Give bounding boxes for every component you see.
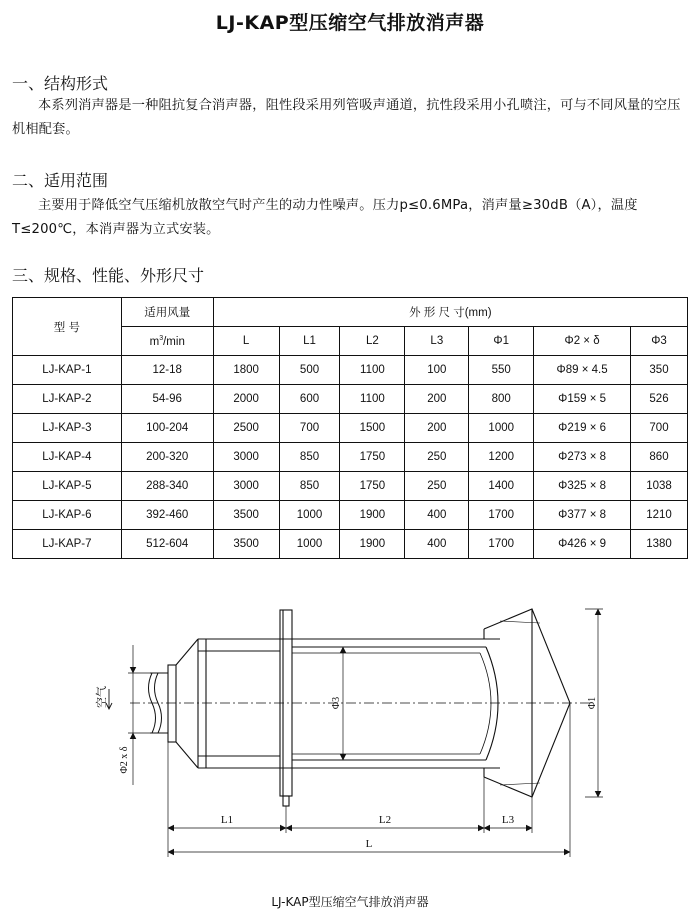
table-cell: 1500 — [340, 414, 405, 443]
table-cell: 1380 — [631, 530, 688, 559]
spec-table — [12, 297, 688, 559]
table-cell: 250 — [405, 472, 469, 501]
table-cell: 54-96 — [121, 385, 213, 414]
table-cell: 1000 — [469, 414, 534, 443]
table-cell: 2000 — [213, 385, 279, 414]
section-2-paragraph: 主要用于降低空气压缩机放散空气时产生的动力性噪声。压力p≤0.6MPa，消声量≥30dB（A），温度T≤200℃，本消声器为立式安装。 — [12, 198, 638, 237]
table-cell: 1100 — [340, 356, 405, 385]
table-cell: LJ-KAP-6 — [13, 501, 122, 530]
section-1-heading: 一、结构形式 — [12, 74, 109, 93]
dim-col-header: L3 — [405, 327, 469, 356]
table-cell: 400 — [405, 530, 469, 559]
table-cell: LJ-KAP-3 — [13, 414, 122, 443]
table-cell: 250 — [405, 443, 469, 472]
dim-col-header: Φ3 — [631, 327, 688, 356]
inlet-cone — [176, 639, 198, 768]
table-cell: 200 — [405, 385, 469, 414]
table-cell: 700 — [279, 414, 340, 443]
table-cell: 600 — [279, 385, 340, 414]
table-cell: 2500 — [213, 414, 279, 443]
table-cell: 800 — [469, 385, 534, 414]
table-cell: Φ159 × 5 — [534, 385, 631, 414]
table-cell: 288-340 — [121, 472, 213, 501]
silencer-drawing — [0, 585, 700, 890]
table-cell: 100 — [405, 356, 469, 385]
table-cell: 1000 — [279, 501, 340, 530]
table-cell: LJ-KAP-7 — [13, 530, 122, 559]
table-cell: 100-204 — [121, 414, 213, 443]
table-row — [13, 356, 688, 385]
table-cell: Φ325 × 8 — [534, 472, 631, 501]
table-cell: 1900 — [340, 501, 405, 530]
table-cell: 1750 — [340, 472, 405, 501]
dim-col-header: L2 — [340, 327, 405, 356]
table-cell: Φ426 × 9 — [534, 530, 631, 559]
l1-label: L1 — [220, 814, 234, 826]
table-cell: 1100 — [340, 385, 405, 414]
section-2-heading: 二、适用范围 — [12, 171, 109, 190]
dims-header: 外 形 尺 寸(mm) — [213, 298, 687, 327]
table-cell: 400 — [405, 501, 469, 530]
air-label: 空气 — [96, 686, 108, 708]
table-cell: 3500 — [213, 501, 279, 530]
table-cell: 1750 — [340, 443, 405, 472]
table-cell: 526 — [631, 385, 688, 414]
l-label: L — [365, 838, 373, 850]
dim-col-header: Φ2 × δ — [534, 327, 631, 356]
table-cell: 850 — [279, 443, 340, 472]
dim-col-header: L1 — [279, 327, 340, 356]
table-cell: 850 — [279, 472, 340, 501]
table-row — [13, 530, 688, 559]
table-cell: 200 — [405, 414, 469, 443]
table-cell: 550 — [469, 356, 534, 385]
table-row — [13, 385, 688, 414]
table-row — [13, 443, 688, 472]
table-cell: 500 — [279, 356, 340, 385]
table-cell: LJ-KAP-5 — [13, 472, 122, 501]
table-cell: Φ89 × 4.5 — [534, 356, 631, 385]
page-title: LJ-KAP型压缩空气排放消声器 — [215, 12, 485, 34]
table-cell: 1038 — [631, 472, 688, 501]
flow-unit: $m^3/\min$ — [121, 327, 213, 356]
phi1-label: Φ1 — [587, 696, 598, 710]
table-cell: 512-604 — [121, 530, 213, 559]
table-cell: 1400 — [469, 472, 534, 501]
table-cell: Φ377 × 8 — [534, 501, 631, 530]
phi2-label: Φ2 x δ — [119, 746, 130, 774]
table-cell: 1700 — [469, 530, 534, 559]
table-cell: Φ219 × 6 — [534, 414, 631, 443]
model-header: 型 号 — [13, 298, 122, 356]
table-cell: 200-320 — [121, 443, 213, 472]
table-cell: 3000 — [213, 472, 279, 501]
table-cell: 350 — [631, 356, 688, 385]
table-cell: 1900 — [340, 530, 405, 559]
dim-col-header: Φ1 — [469, 327, 534, 356]
table-cell: 1200 — [469, 443, 534, 472]
table-cell: LJ-KAP-4 — [13, 443, 122, 472]
table-row — [13, 472, 688, 501]
table-cell: 3000 — [213, 443, 279, 472]
table-cell: 1210 — [631, 501, 688, 530]
table-cell: 1000 — [279, 530, 340, 559]
table-cell: 3500 — [213, 530, 279, 559]
table-cell: LJ-KAP-2 — [13, 385, 122, 414]
table-cell: 1800 — [213, 356, 279, 385]
table-cell: 12-18 — [121, 356, 213, 385]
table-row — [13, 501, 688, 530]
section-3-heading: 三、规格、性能、外形尺寸 — [12, 266, 205, 285]
figure-caption: LJ-KAP型压缩空气排放消声器 — [271, 895, 429, 909]
table-row — [13, 414, 688, 443]
table-cell: Φ273 × 8 — [534, 443, 631, 472]
table-cell: 392-460 — [121, 501, 213, 530]
inlet-flange — [168, 665, 176, 742]
l2-label: L2 — [378, 814, 392, 826]
l3-label: L3 — [501, 814, 515, 826]
table-cell: LJ-KAP-1 — [13, 356, 122, 385]
table-cell: 1700 — [469, 501, 534, 530]
dim-col-header: L — [213, 327, 279, 356]
phi3-label: Φ3 — [331, 696, 342, 710]
flow-header: 适用风量 — [121, 298, 213, 327]
table-cell: 700 — [631, 414, 688, 443]
section-1-paragraph: 本系列消声器是一种阻抗复合消声器，阻性段采用列管吸声通道，抗性段采用小孔喷注，可与不同风量的空压机相配套。 — [12, 98, 681, 137]
table-cell: 860 — [631, 443, 688, 472]
